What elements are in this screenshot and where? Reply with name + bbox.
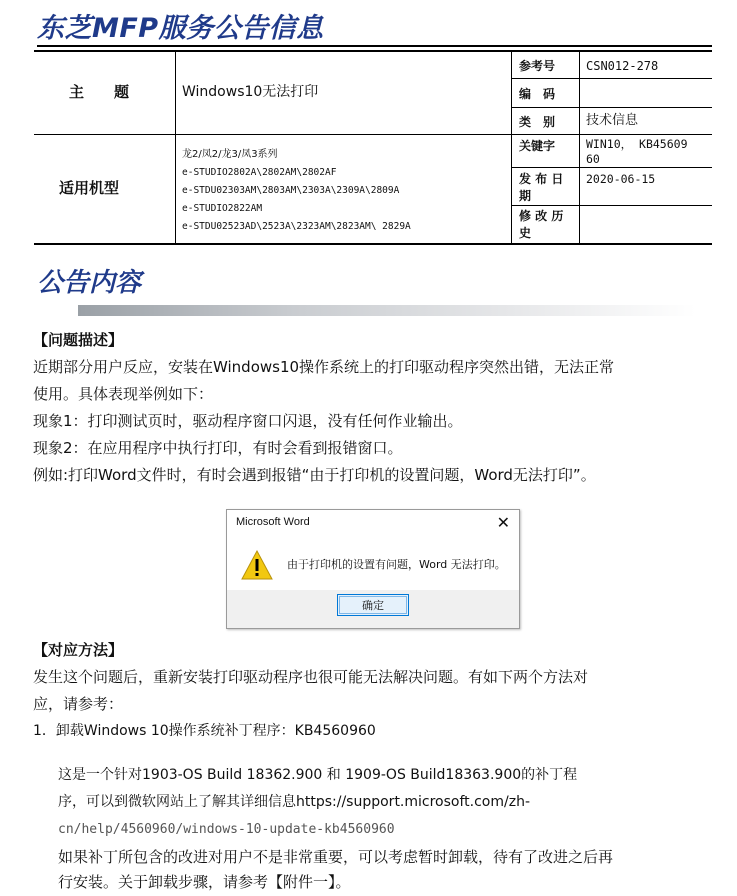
dialog-title: Microsoft Word xyxy=(236,516,310,528)
section-title: 公告内容 xyxy=(37,268,142,298)
keyword-label: 关键字 xyxy=(519,139,556,153)
ref-value: CSN012-278 xyxy=(586,59,659,73)
models-line: e-STDU02523AD\2523A\2323AM\2823AM\ 2829A xyxy=(182,221,411,232)
keyword-value-line-2: 60 xyxy=(586,152,600,166)
solution-paragraph-line-1: 发生这个问题后，重新安装打印驱动程序也很可能无法解决问题。有如下两个方法对 xyxy=(33,668,589,686)
solution-paragraph-line-2: 应，请参考： xyxy=(33,695,124,713)
history-label xyxy=(519,208,563,242)
warning-icon xyxy=(241,550,273,580)
step1-detail-line-2: 序，可以到微软网站上了解其详细信息https://support.microsoft.com/zh- xyxy=(58,794,530,810)
date-label xyxy=(519,171,563,205)
table-vline-3 xyxy=(579,50,580,245)
section-divider xyxy=(78,305,696,316)
table-mid-rule xyxy=(34,134,511,135)
step1-detail-line-1: 这是一个针对1903-OS Build 18362.900 和 1909-OS Build18363.900的补丁程 xyxy=(58,767,578,783)
table-vline-1 xyxy=(175,50,176,245)
table-row-rule-3 xyxy=(511,134,712,135)
keyword-value xyxy=(586,137,688,167)
symptom-2: 现象2：在应用程序中执行打印，有时会看到报错窗口。 xyxy=(33,439,403,457)
step1-note-line-1: 如果补丁所包含的改进对用户不是非常重要，可以考虑暂时卸载，待有了改进之后再 xyxy=(58,848,614,866)
error-dialog xyxy=(226,509,520,629)
example-line: 例如:打印Word文件时，有时会遇到报错“由于打印机的设置问题，Word无法打印”。 xyxy=(33,466,596,484)
table-top-rule xyxy=(34,50,712,52)
ok-button[interactable]: 确定 xyxy=(337,594,409,616)
date-label-line-2: 期 xyxy=(519,189,532,203)
dialog-titlebar xyxy=(227,510,519,536)
models-line: 龙2/凤2/龙3/凤3系列 xyxy=(182,149,278,160)
date-value: 2020-06-15 xyxy=(586,172,656,186)
problem-heading: 【问题描述】 xyxy=(33,331,124,349)
solution-heading: 【对应方法】 xyxy=(33,641,124,659)
table-row-rule-4 xyxy=(511,167,712,168)
step-1: 1．卸载Windows 10操作系统补丁程序：KB4560960 xyxy=(33,723,376,739)
models-line: e-STDU02303AM\2803AM\2303A\2309A\2809A xyxy=(182,185,400,196)
subject-value: Windows10无法打印 xyxy=(182,84,319,100)
models-label: 适用机型 xyxy=(59,179,120,197)
subject-label: 主 题 xyxy=(69,83,130,101)
dialog-body xyxy=(227,536,519,590)
table-vline-2 xyxy=(511,50,512,245)
ref-label: 参考号 xyxy=(519,59,556,73)
type-label: 类 别 xyxy=(519,115,556,129)
dialog-message: 由于打印机的设置有问题，Word 无法打印。 xyxy=(287,558,506,571)
table-bottom-rule xyxy=(34,243,712,245)
date-label-line-1: 发 布 日 xyxy=(519,172,564,186)
models-list xyxy=(182,146,411,236)
code-label: 编 码 xyxy=(519,87,556,101)
models-line: e-STUDIO2802A\2802AM\2802AF xyxy=(182,167,337,178)
history-label-line-1: 修 改 历 xyxy=(519,209,564,223)
keyword-value-line-1: WIN10， KB45609 xyxy=(586,137,688,151)
table-row-rule-1 xyxy=(511,78,712,79)
page-title: 东芝MFP服务公告信息 xyxy=(37,13,324,44)
type-value: 技术信息 xyxy=(586,113,639,128)
history-label-line-2: 史 xyxy=(519,226,532,240)
table-row-rule-5 xyxy=(511,205,712,206)
problem-paragraph-line-1: 近期部分用户反应，安装在Windows10操作系统上的打印驱动程序突然出错，无法正常 xyxy=(33,358,615,376)
symptom-1: 现象1：打印测试页时，驱动程序窗口闪退，没有任何作业输出。 xyxy=(33,412,463,430)
problem-paragraph-line-2: 使用。具体表现举例如下： xyxy=(33,385,214,403)
kb-link[interactable]: cn/help/4560960/windows-10-update-kb4560960 xyxy=(58,822,395,837)
title-underline xyxy=(37,45,712,47)
info-table xyxy=(34,50,712,245)
models-line: e-STUDIO2822AM xyxy=(182,203,263,214)
close-icon[interactable]: ✕ xyxy=(496,513,510,532)
table-row-rule-2 xyxy=(511,107,712,108)
step1-note-line-2: 行安装。关于卸载步骤，请参考【附件一】。 xyxy=(58,873,351,891)
